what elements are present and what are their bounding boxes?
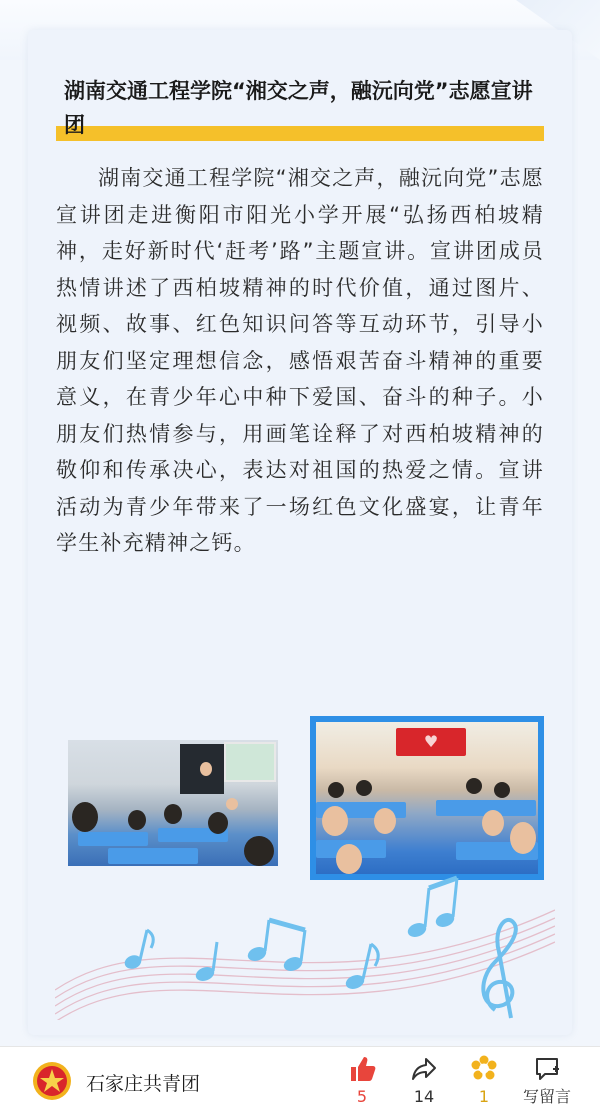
music-notes-decoration	[55, 870, 555, 1020]
like-button[interactable]	[334, 1055, 390, 1107]
share-count: 14	[413, 1087, 435, 1106]
classroom-photo-right[interactable]	[316, 722, 538, 874]
write-comment-label: 写留言	[522, 1087, 571, 1106]
article-title: 湖南交通工程学院“湘交之声，融沅向党”志愿宣讲团	[64, 79, 533, 137]
write-comment-icon	[533, 1055, 561, 1083]
like-count: 5	[356, 1087, 368, 1106]
write-comment-button[interactable]	[516, 1055, 578, 1107]
heart-icon: ♥	[423, 732, 439, 751]
star-count: 1	[478, 1087, 490, 1106]
youth-league-emblem-icon[interactable]	[32, 1061, 72, 1101]
classroom-photo-left[interactable]	[68, 740, 278, 866]
flower-star-icon	[470, 1055, 498, 1083]
thumbs-up-icon	[348, 1055, 376, 1083]
account-name[interactable]: 石家庄共青团	[86, 1073, 201, 1095]
share-button[interactable]	[396, 1055, 452, 1107]
star-button[interactable]	[456, 1055, 512, 1107]
bottom-action-bar	[0, 1046, 600, 1117]
article-body: 湖南交通工程学院“湘交之声，融沅向党”志愿宣讲团走进衡阳市阳光小学开展“弘扬西柏坡精神，走好新时代‘赶考’路”主题宣讲。宣讲团成员热情讲述了西柏坡精神的时代价值，通过图片、视频、故事、红色知识问答等互动环节，引导小朋友们坚定理想信念，感悟艰苦奋斗精神的重要意义，在青少年心中种下爱国、奋斗的种子。小朋友们热情参与，用画笔诠释了对西柏坡精神的敬仰和传承决心，表达对祖国的热爱之情。宣讲活动为青少年带来了一场红色文化盛宴，让青年学生补充精神之钙。	[56, 166, 544, 555]
share-arrow-icon	[410, 1055, 438, 1083]
